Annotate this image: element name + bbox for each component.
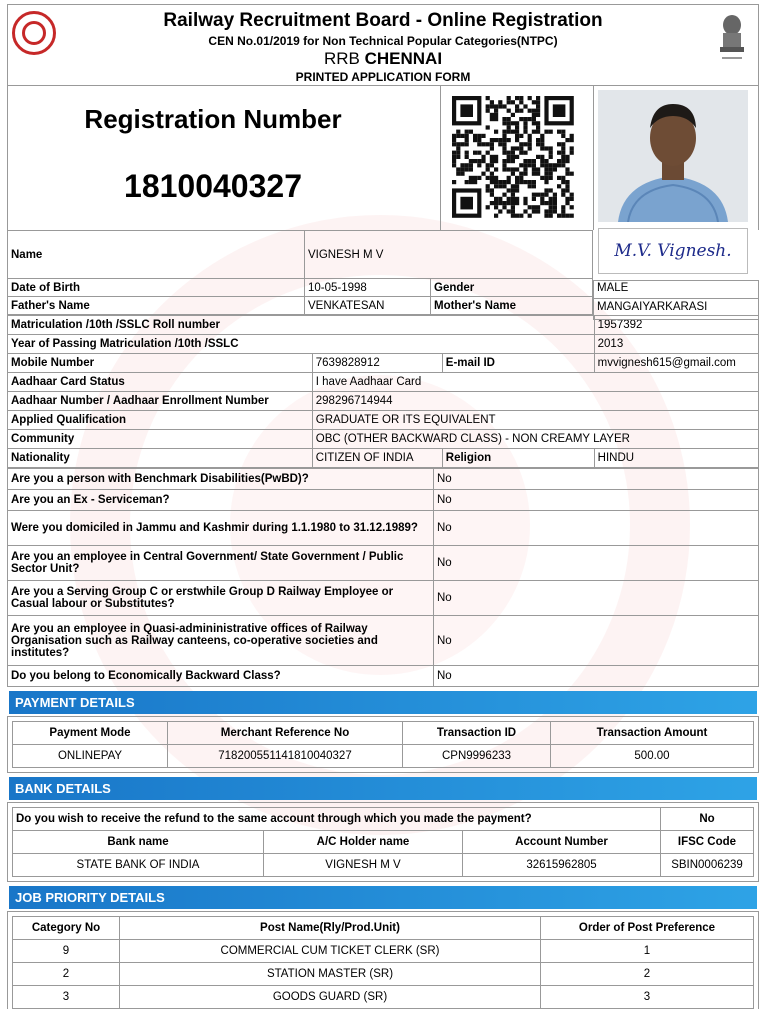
mother-label: Mother's Name — [431, 297, 593, 315]
account-number-header: Account Number — [463, 831, 661, 854]
name-value: VIGNESH M V — [305, 231, 593, 279]
applicant-signature: M.V. Vignesh. — [598, 228, 748, 274]
bank-table — [12, 807, 754, 877]
answer-jk-domicile: No — [434, 511, 759, 546]
post-preference-cell: 3 — [541, 986, 754, 1009]
question-railway-employee: Are you a Serving Group C or erstwhile Group D Railway Employee or Casual labour or Substitutes? — [8, 581, 434, 616]
question-jk-domicile: Were you domiciled in Jammu and Kashmir during 1.1.1980 to 31.12.1989? — [8, 511, 434, 546]
question-govt-employee: Are you an employee in Central Government/ State Government / Public Sector Unit? — [8, 546, 434, 581]
post-name-cell: STATION MASTER (SR) — [120, 963, 541, 986]
rrb-line: RRB CHENNAI — [323, 49, 443, 68]
form-title: Railway Recruitment Board - Online Registration — [163, 10, 603, 31]
questions-table — [7, 468, 759, 687]
category-no-cell: 3 — [13, 986, 120, 1009]
national-emblem-icon — [714, 11, 750, 69]
father-value: VENKATESAN — [305, 297, 431, 315]
question-quasi-admin: Are you an employee in Quasi-admininistrative offices of Railway Organisation such as Railway canteens, co-operative societies and institutes? — [8, 616, 434, 666]
job-priority-section-header: JOB PRIORITY DETAILS — [9, 886, 757, 909]
qr-code — [441, 86, 594, 230]
post-preference-cell: 2 — [541, 963, 754, 986]
question-ex-serviceman: Are you an Ex - Serviceman? — [8, 490, 434, 511]
question-pwbd: Are you a person with Benchmark Disabilities(PwBD)? — [8, 469, 434, 490]
job-priority-section — [7, 911, 759, 1009]
aadhaar-number-value: 298296714944 — [312, 392, 758, 411]
registration-box — [8, 86, 441, 230]
aadhaar-status-value: I have Aadhaar Card — [312, 373, 758, 392]
mobile-value: 7639828912 — [312, 354, 442, 373]
aadhaar-status-label: Aadhaar Card Status — [8, 373, 313, 392]
email-label: E-mail ID — [442, 354, 594, 373]
community-label: Community — [8, 430, 313, 449]
religion-label: Religion — [442, 449, 594, 468]
holder-name-value: VIGNESH M V — [264, 854, 463, 877]
answer-pwbd: No — [434, 469, 759, 490]
merchant-ref-header: Merchant Reference No — [168, 722, 403, 745]
payment-mode-value: ONLINEPAY — [13, 745, 168, 768]
nationality-label: Nationality — [8, 449, 313, 468]
qr-code-icon — [452, 96, 582, 220]
photo-signature-box — [594, 86, 760, 278]
ifsc-value: SBIN0006239 — [661, 854, 754, 877]
payment-table — [12, 721, 754, 768]
father-label: Father's Name — [8, 297, 305, 315]
bank-name-value: STATE BANK OF INDIA — [13, 854, 264, 877]
payment-section — [7, 716, 759, 773]
answer-govt-employee: No — [434, 546, 759, 581]
application-form — [7, 4, 759, 1009]
category-no-cell: 2 — [13, 963, 120, 986]
community-value: OBC (OTHER BACKWARD CLASS) - NON CREAMY LAYER — [312, 430, 758, 449]
refund-answer: No — [661, 808, 754, 831]
roll-value: 1957392 — [594, 316, 758, 335]
transaction-id-header: Transaction ID — [403, 722, 551, 745]
bank-section-header: BANK DETAILS — [9, 777, 757, 800]
qualification-label: Applied Qualification — [8, 411, 313, 430]
ifsc-header: IFSC Code — [661, 831, 754, 854]
account-number-value: 32615962805 — [463, 854, 661, 877]
right-values-top — [593, 280, 759, 320]
category-no-header: Category No — [13, 917, 120, 940]
nationality-value: CITIZEN OF INDIA — [312, 449, 442, 468]
transaction-id-value: CPN9996233 — [403, 745, 551, 768]
mobile-label: Mobile Number — [8, 354, 313, 373]
table-row — [13, 940, 754, 963]
dob-value: 10-05-1998 — [305, 279, 431, 297]
question-ebc: Do you belong to Economically Backward Class? — [8, 666, 434, 687]
answer-ex-serviceman: No — [434, 490, 759, 511]
post-preference-header: Order of Post Preference — [541, 917, 754, 940]
form-header — [7, 4, 759, 85]
answer-railway-employee: No — [434, 581, 759, 616]
qualification-value: GRADUATE OR ITS EQUIVALENT — [312, 411, 758, 430]
gender-label: Gender — [431, 279, 593, 297]
table-row — [13, 963, 754, 986]
cen-subtitle: CEN No.01/2019 for Non Technical Popular Categories(NTPC) — [208, 34, 558, 48]
merchant-ref-value: 718200551141810040327 — [168, 745, 403, 768]
post-name-header: Post Name(Rly/Prod.Unit) — [120, 917, 541, 940]
table-row — [13, 986, 754, 1009]
bank-section — [7, 802, 759, 882]
payment-section-header: PAYMENT DETAILS — [9, 691, 757, 714]
railway-logo-icon — [12, 11, 56, 55]
post-preference-cell: 1 — [541, 940, 754, 963]
post-name-cell: COMMERCIAL CUM TICKET CLERK (SR) — [120, 940, 541, 963]
category-no-cell: 9 — [13, 940, 120, 963]
email-value: mvvignesh615@gmail.com — [594, 354, 758, 373]
detail-rows-table — [7, 315, 759, 468]
gender-value: MALE — [593, 280, 759, 299]
year-value: 2013 — [594, 335, 758, 354]
applicant-photo — [598, 90, 748, 222]
answer-quasi-admin: No — [434, 616, 759, 666]
job-priority-table — [12, 916, 754, 1009]
roll-label: Matriculation /10th /SSLC Roll number — [8, 316, 595, 335]
answer-ebc: No — [434, 666, 759, 687]
aadhaar-number-label: Aadhaar Number / Aadhaar Enrollment Number — [8, 392, 313, 411]
year-label: Year of Passing Matriculation /10th /SSLC — [8, 335, 595, 354]
payment-mode-header: Payment Mode — [13, 722, 168, 745]
transaction-amount-header: Transaction Amount — [551, 722, 754, 745]
transaction-amount-value: 500.00 — [551, 745, 754, 768]
dob-label: Date of Birth — [8, 279, 305, 297]
name-label: Name — [8, 231, 305, 279]
registration-number: 1810040327 — [124, 168, 302, 204]
bank-name-header: Bank name — [13, 831, 264, 854]
mother-value: MANGAIYARKARASI — [593, 299, 759, 320]
registration-label: Registration Number — [84, 104, 342, 134]
post-name-cell: GOODS GUARD (SR) — [120, 986, 541, 1009]
personal-details-table — [7, 230, 593, 315]
holder-name-header: A/C Holder name — [264, 831, 463, 854]
refund-question: Do you wish to receive the refund to the same account through which you made the payment? — [13, 808, 661, 831]
religion-value: HINDU — [594, 449, 758, 468]
printed-label: PRINTED APPLICATION FORM — [295, 70, 471, 84]
